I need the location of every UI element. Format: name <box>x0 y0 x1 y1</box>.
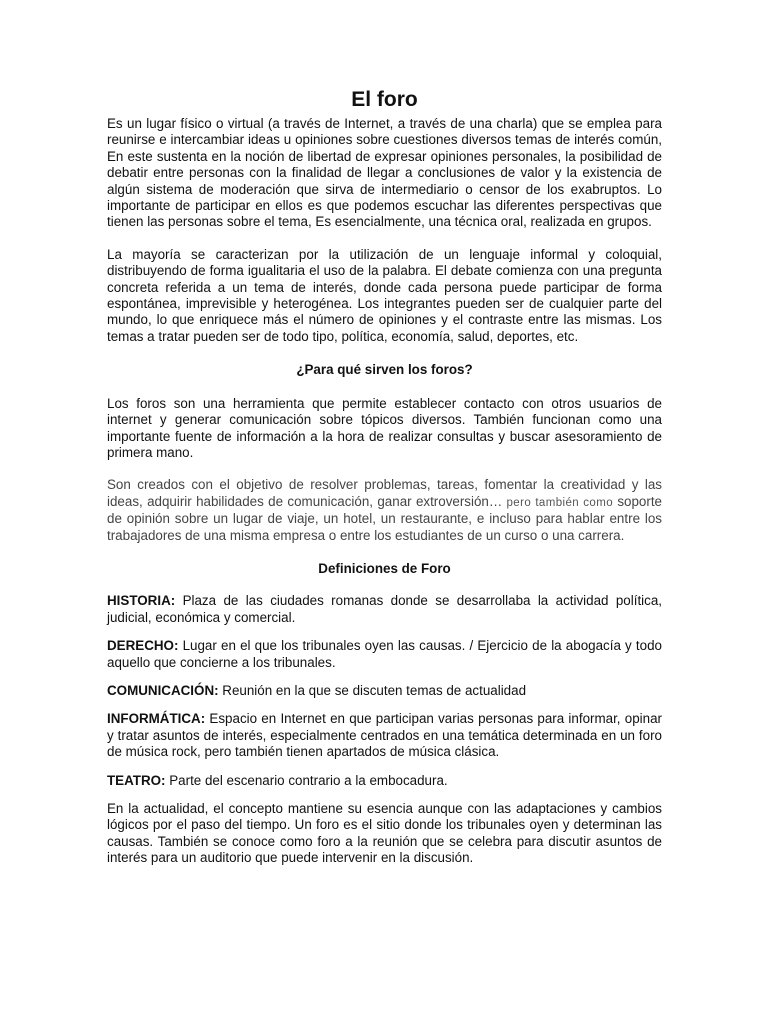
definition-text: Plaza de las ciudades romanas donde se desarrollaba la actividad política, judicial, económica y comercial. <box>107 593 662 625</box>
definition-text: Espacio en Internet en que participan varias personas para informar, opinar y tratar asuntos de interés, especialmente centrados en una temática determinada en un foro de música rock, pero también tienen apartados de música clásica. <box>107 711 662 760</box>
definition-term: INFORMÁTICA: <box>107 711 206 727</box>
definition-text: Parte del escenario contrario a la embocadura. <box>165 772 448 788</box>
objectives-text-part3: soporte de opinión sobre un lugar de viaje, un hotel, un restaurante, e incluso para hablar entre los trabajadores de una misma empresa o entre los estudiantes de un curso o una carrera. <box>107 493 663 543</box>
definition-term: HISTORIA: <box>107 593 176 609</box>
objectives-text-part1: Son creados con el objetivo de resolver problemas, tareas, fomentar la creatividad y las ideas, adquirir habilidades de comunicación, ganar extroversión… <box>107 477 662 509</box>
definition-term: COMUNICACIÓN: <box>107 682 219 698</box>
definition-text: Lugar en el que los tribunales oyen las causas. / Ejercicio de la abogacía y todo aquello que concierne a los tribunales. <box>107 638 662 670</box>
definition-informatica <box>107 711 662 760</box>
definition-teatro <box>107 773 662 789</box>
definition-term: DERECHO: <box>107 638 179 654</box>
section-heading-purpose: ¿Para qué sirven los foros? <box>296 362 473 378</box>
intro-paragraph: Es un lugar físico o virtual (a través de Internet, a través de una charla) que se emplea para reunirse e intercambiar ideas u opiniones sobre cuestiones diversos temas de interés común, En este sustenta en la noción de libertad de expresar opiniones personales, la posibilidad de debatir entre personas con la finalidad de llegar a conclusiones de valor y la existencia de algún sistema de moderación que sirva de intermediario o censor de los exabruptos. Lo importante de participar en ellos es que podemos escuchar las diferentes perspectivas que tienen las personas sobre el tema, Es esencialmente, una técnica oral, realizada en grupos. <box>107 116 662 230</box>
definition-derecho <box>107 638 662 671</box>
definition-text: Reunión en la que se discuten temas de actualidad <box>218 682 527 698</box>
purpose-paragraph: Los foros son una herramienta que permite establecer contacto con otros usuarios de internet y generar comunicación sobre tópicos diversos. También funcionan como una importante fuente de información a la hora de realizar consultas y buscar asesoramiento de primera mano. <box>107 395 662 460</box>
document-page <box>107 88 662 867</box>
definition-term: TEATRO: <box>107 772 166 788</box>
closing-paragraph: En la actualidad, el concepto mantiene su esencia aunque con las adaptaciones y cambios lógicos por el paso del tiempo. Un foro es el sitio donde los tribunales oyen y determinan las causas. También se conoce como foro a la reunión que se celebra para discutir asuntos de interés para un auditorio que puede intervenir en la discusión. <box>107 801 662 866</box>
objectives-paragraph <box>107 477 662 544</box>
characteristics-paragraph: La mayoría se caracterizan por la utilización de un lenguaje informal y coloquial, distribuyendo de forma igualitaria el uso de la palabra. El debate comienza con una pregunta concreta referida a un tema de interés, donde cada persona puede participar de forma espontánea, imprevisible y heterogénea. Los integrantes pueden ser de cualquier parte del mundo, lo que enriquece más el número de opiniones y el contraste entre las mismas. Los temas a tratar pueden ser de todo tipo, política, economía, salud, deportes, etc. <box>107 246 662 344</box>
definition-historia <box>107 593 662 626</box>
definition-comunicacion <box>107 683 662 699</box>
document-title: El foro <box>351 88 418 111</box>
objectives-text-part2: pero también como <box>502 496 613 509</box>
section-heading-definitions: Definiciones de Foro <box>318 560 451 576</box>
